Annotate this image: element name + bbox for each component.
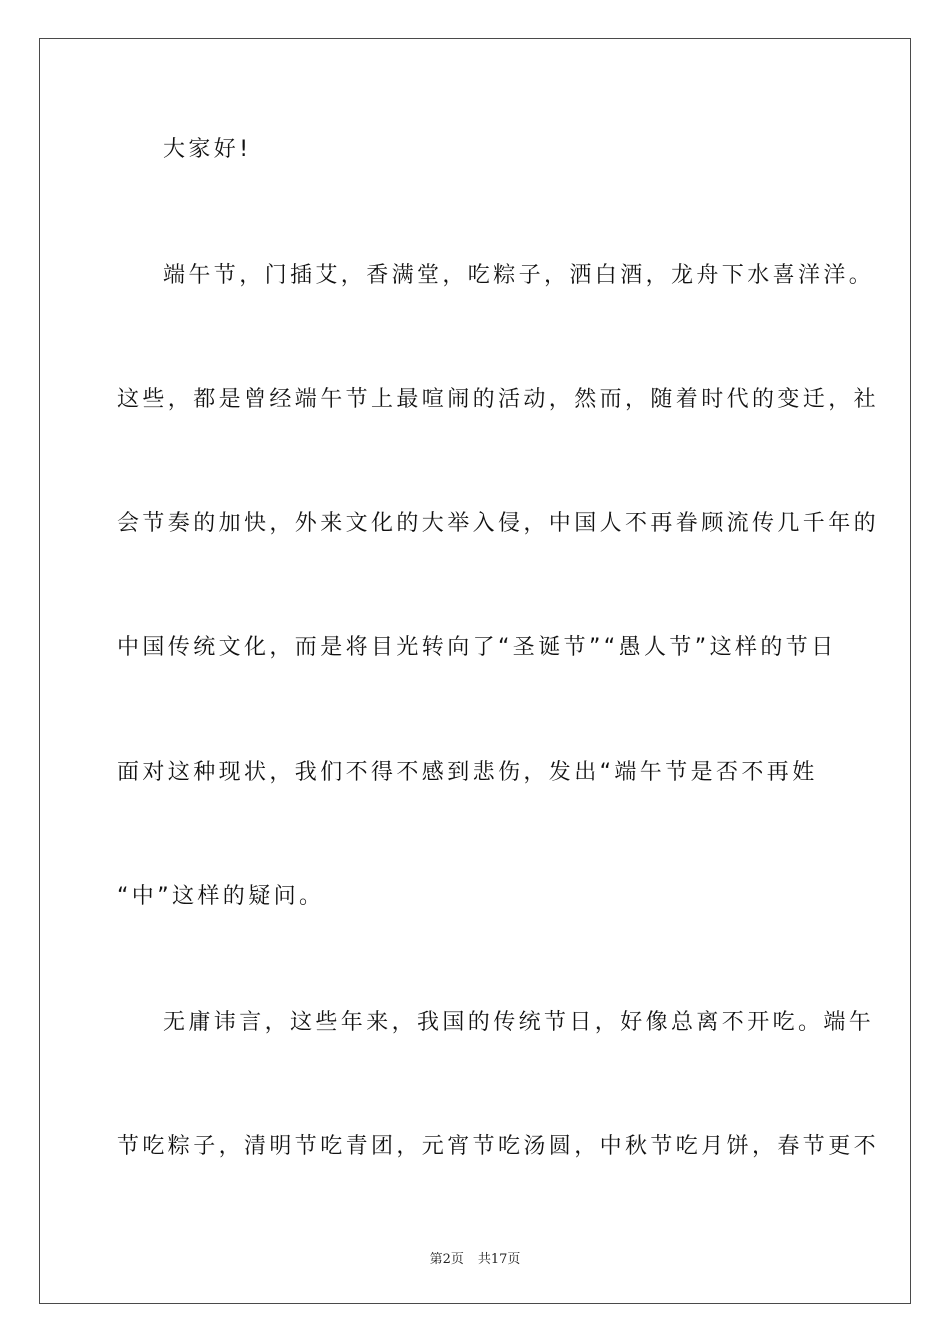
text-line-7: “中”这样的疑问。 (117, 884, 325, 909)
text-line-3: 这些，都是曾经端午节上最喧闹的活动，然而，随着时代的变迁，社 (117, 387, 880, 412)
text-line-2: 端午节，门插艾，香满堂，吃粽子，洒白酒，龙舟下水喜洋洋。 (163, 263, 875, 288)
text-line-5: 中国传统文化，而是将目光转向了“圣诞节”“愚人节”这样的节日 (117, 635, 837, 660)
page-total: 共17页 (477, 1252, 521, 1267)
page-number: 第2页 (429, 1252, 464, 1267)
text-line-6: 面对这种现状，我们不得不感到悲伤，发出“端午节是否不再姓 (117, 760, 818, 785)
text-line-4: 会节奏的加快，外来文化的大举入侵，中国人不再眷顾流传几千年的 (117, 511, 880, 536)
text-line-1: 大家好! (163, 137, 252, 162)
page-frame (39, 38, 911, 1304)
text-line-9: 节吃粽子，清明节吃青团，元宵节吃汤圆，中秋节吃月饼，春节更不 (117, 1134, 880, 1159)
text-line-8: 无庸讳言，这些年来，我国的传统节日，好像总离不开吃。端午 (163, 1010, 875, 1035)
page-footer (0, 1248, 950, 1267)
